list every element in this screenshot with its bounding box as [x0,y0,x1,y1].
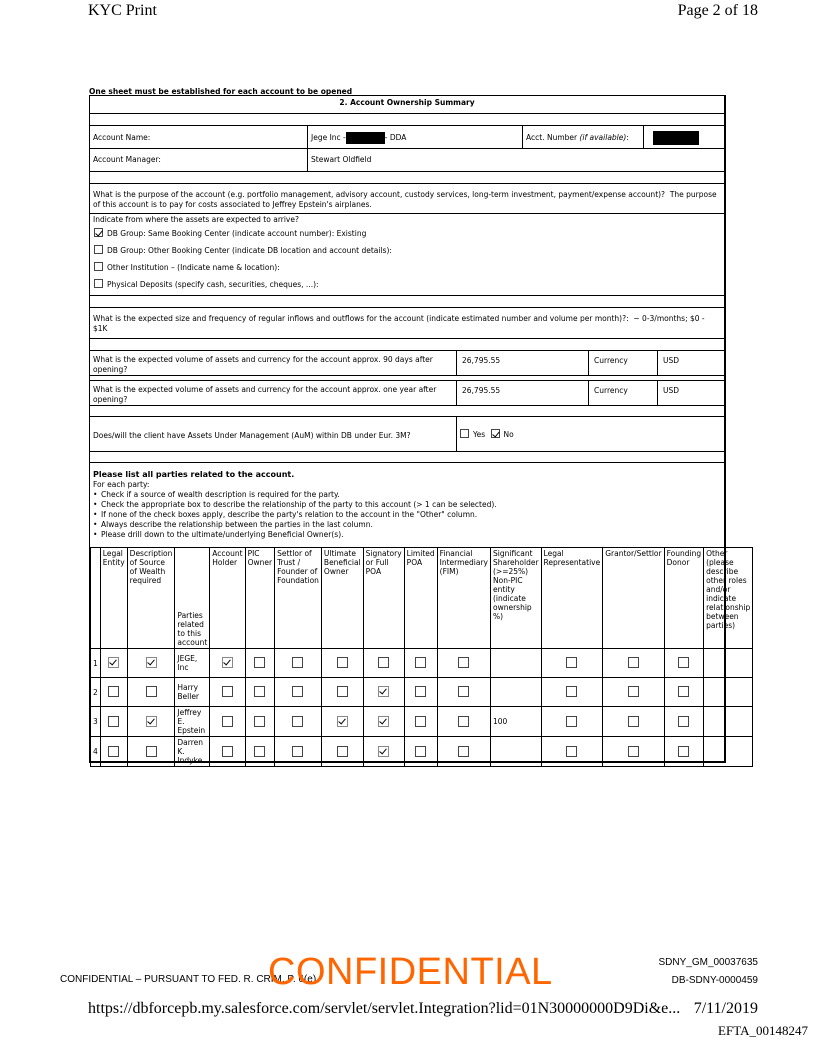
row-number-header [91,548,101,649]
assets-origin-question: Indicate from where the assets are expected to arrive? [93,215,299,224]
account-ownership-form [89,95,751,765]
limited-poa-cell [404,649,437,678]
row-number: 4 [91,737,101,767]
account-holder-checkbox[interactable] [222,686,233,697]
column-header: Other (please describe other roles and/or indicate relationship between parties) [704,548,753,649]
assets-origin-options [93,225,721,293]
row-number: 3 [91,707,101,737]
source-of-wealth-checkbox[interactable] [146,716,157,727]
pic-owner-cell [245,707,275,737]
settlor-checkbox[interactable] [292,657,303,668]
print-header-title: KYC Print [88,2,157,19]
party-cell: Harry Beller [175,678,210,707]
acct-number-value [644,126,724,148]
settlor-cell [275,707,322,737]
account-holder-checkbox[interactable] [222,657,233,668]
assets-origin-option [93,242,721,259]
ubo-cell [321,707,363,737]
source-of-wealth-cell [127,707,175,737]
intro-note: One sheet must be established for each account to be opened [89,87,353,96]
ubo-checkbox[interactable] [337,657,348,668]
grantor-checkbox[interactable] [628,716,639,727]
bates-number-sdny: SDNY_GM_00037635 [658,957,758,968]
signatory-checkbox[interactable] [378,746,389,757]
row-number: 2 [91,678,101,707]
volume-year-row [90,380,724,406]
source-of-wealth-checkbox[interactable] [146,657,157,668]
column-header: Parties related to this account [175,548,210,649]
grantor-checkbox[interactable] [628,746,639,757]
limited-poa-cell [404,707,437,737]
party-cell: Jeffrey E. Epstein [175,707,210,737]
legal-entity-cell [100,707,127,737]
signatory-checkbox[interactable] [378,686,389,697]
fim-checkbox[interactable] [458,686,469,697]
account-holder-cell [210,707,245,737]
signatory-cell [363,678,404,707]
form-title-row [90,96,724,114]
flows-question: What is the expected size and frequency of regular inflows and outflows for the account (indicate estimated number and volume per month)?: [93,314,629,323]
aum-no-label: No [503,430,514,439]
signatory-cell [363,649,404,678]
assets-origin-checkbox[interactable] [94,245,103,254]
founding-donor-checkbox[interactable] [678,746,689,757]
aum-question: Does/will the client have Assets Under Management (AuM) within DB under Eur. 3M? [93,431,411,440]
shareholder-cell [491,737,542,767]
volume-year-currency: USD [663,386,680,395]
founding-donor-cell [664,649,704,678]
signatory-checkbox[interactable] [378,716,389,727]
print-date: 7/11/2019 [693,1000,758,1017]
parties-bullet: • Always describe the relationship between the parties in the last column. [93,520,721,530]
assets-origin-label: DB Group: Same Booking Center (indicate account number): Existing [107,229,367,238]
volume-90-question: What is the expected volume of assets and currency for the account approx. 90 days after opening? [93,355,433,374]
legal-rep-checkbox[interactable] [566,746,577,757]
purpose-question: What is the purpose of the account (e.g. portfolio management, advisory account, custody services, long-term investment, payment/expense account)? [93,190,666,199]
account-holder-cell [210,737,245,767]
account-holder-cell [210,678,245,707]
signatory-checkbox[interactable] [378,657,389,668]
founding-donor-cell [664,707,704,737]
limited-poa-checkbox[interactable] [415,657,426,668]
founding-donor-cell [664,737,704,767]
parties-bullet-list [93,490,721,540]
parties-for-each: For each party: [93,480,150,489]
assets-origin-checkbox[interactable] [94,279,103,288]
source-of-wealth-cell [127,649,175,678]
ubo-checkbox[interactable] [337,746,348,757]
signatory-cell [363,707,404,737]
account-holder-cell [210,649,245,678]
account-holder-checkbox[interactable] [222,746,233,757]
grantor-checkbox[interactable] [628,657,639,668]
founding-donor-checkbox[interactable] [678,686,689,697]
party-row [91,707,753,737]
parties-bullet: • If none of the check boxes apply, describe the party's relation to the account in the "Other" column. [93,510,721,520]
aum-yes-label: Yes [473,430,486,439]
limited-poa-checkbox[interactable] [415,716,426,727]
volume-year-question: What is the expected volume of assets and currency for the account approx. one year after opening? [93,385,437,404]
settlor-cell [275,649,322,678]
row-number: 1 [91,649,101,678]
account-holder-checkbox[interactable] [222,716,233,727]
other-cell [704,737,753,767]
shareholder-cell: 100 [491,707,542,737]
settlor-checkbox[interactable] [292,716,303,727]
parties-instructions [90,462,724,548]
grantor-cell [603,649,664,678]
legal-entity-checkbox[interactable] [108,746,119,757]
flows-answer: ~ 0-3/months; $0 - $1K [93,314,705,333]
grantor-cell [603,707,664,737]
volume-90-amount: 26,795.55 [462,356,501,365]
source-of-wealth-cell [127,737,175,767]
column-header: Limited POA [404,548,437,649]
fim-cell [437,678,490,707]
volume-year-currency-label: Currency [594,386,628,395]
source-of-wealth-checkbox[interactable] [146,746,157,757]
volume-90-currency: USD [663,356,680,365]
pic-owner-checkbox[interactable] [254,716,265,727]
assets-origin-label: Other Institution – (Indicate name & location): [107,263,280,272]
redaction-box [346,132,385,144]
party-cell: JEGE, Inc [175,649,210,678]
party-row [91,737,753,767]
fim-cell [437,649,490,678]
parties-table-body [91,649,753,767]
pic-owner-cell [245,678,275,707]
fim-checkbox[interactable] [458,657,469,668]
limited-poa-cell [404,678,437,707]
aum-row [90,416,724,452]
other-cell [704,678,753,707]
limited-poa-cell [404,737,437,767]
ubo-cell [321,649,363,678]
settlor-cell [275,737,322,767]
pic-owner-cell [245,649,275,678]
legal-rep-cell [541,649,603,678]
assets-origin-label: Physical Deposits (specify cash, securities, cheques, ...): [107,280,319,289]
account-name-value [308,126,522,148]
purpose-row [90,183,724,214]
settlor-checkbox[interactable] [292,746,303,757]
grantor-checkbox[interactable] [628,686,639,697]
confidential-notice: CONFIDENTIAL – PURSUANT TO FED. R. CRIM. P. 6(e) [60,974,317,985]
efta-number: EFTA_00148247 [718,1023,808,1038]
grantor-cell [603,737,664,767]
legal-rep-checkbox[interactable] [566,686,577,697]
ubo-cell [321,737,363,767]
acct-number-label: Acct. Number (if available): [526,133,629,142]
legal-entity-checkbox[interactable] [108,716,119,727]
legal-entity-cell [100,737,127,767]
column-header: Founding Donor [664,548,704,649]
assets-origin-label: DB Group: Other Booking Center (indicate DB location and account details): [107,246,392,255]
legal-rep-cell [541,678,603,707]
parties-bullet: • Please drill down to the ultimate/underlying Beneficial Owner(s). [93,530,721,540]
column-header: Account Holder [210,548,245,649]
column-header: Legal Representative [541,548,603,649]
flows-row [90,307,724,339]
party-row [91,678,753,707]
purpose-text [90,184,724,213]
pic-owner-checkbox[interactable] [254,657,265,668]
account-name-label: Account Name: [93,133,151,142]
legal-entity-checkbox[interactable] [108,657,119,668]
account-manager-value: Stewart Oldfield [311,155,372,164]
other-cell [704,707,753,737]
legal-entity-cell [100,678,127,707]
parties-bullet: • Check the appropriate box to describe the relationship of the party to this account (> 1 can be selected). [93,500,721,510]
assets-origin-checkbox[interactable] [94,262,103,271]
legal-rep-cell [541,707,603,737]
fim-cell [437,707,490,737]
aum-yes-checkbox[interactable] [460,429,469,438]
signatory-cell [363,737,404,767]
founding-donor-checkbox[interactable] [678,657,689,668]
column-header: Signatory or Full POA [363,548,404,649]
fim-checkbox[interactable] [458,746,469,757]
aum-no-checkbox[interactable] [491,429,500,438]
ubo-checkbox[interactable] [337,716,348,727]
confidential-stamp: CONFIDENTIAL [268,951,553,993]
volume-90-row [90,350,724,376]
column-header: Ultimate Beneficial Owner [321,548,363,649]
limited-poa-checkbox[interactable] [415,746,426,757]
parties-header-row [91,548,753,649]
column-header: Description of Source of Wealth required [127,548,175,649]
pic-owner-checkbox[interactable] [254,746,265,757]
assets-origin-option [93,225,721,242]
column-header: PIC Owner [245,548,275,649]
source-of-wealth-checkbox[interactable] [146,686,157,697]
settlor-cell [275,678,322,707]
account-name-row [90,125,724,149]
account-manager-row [90,149,724,172]
party-row [91,649,753,678]
source-of-wealth-cell [127,678,175,707]
grantor-cell [603,678,664,707]
assets-origin-option [93,259,721,276]
parties-bullet: • Check if a source of wealth description is required for the party. [93,490,721,500]
parties-table [90,547,753,767]
volume-year-amount: 26,795.55 [462,386,501,395]
pic-owner-cell [245,737,275,767]
bates-number-db: DB-SDNY-0000459 [671,975,758,986]
account-name-prefix: Jege Inc - [311,133,346,142]
column-header: Settlor of Trust / Founder of Foundation [275,548,322,649]
column-header: Legal Entity [100,548,127,649]
assets-origin-row [90,214,724,296]
fim-cell [437,737,490,767]
pic-owner-checkbox[interactable] [254,686,265,697]
party-cell: Darren K. Indyke [175,737,210,767]
legal-entity-cell [100,649,127,678]
account-manager-label: Account Manager: [93,155,161,164]
founding-donor-cell [664,678,704,707]
shareholder-cell [491,649,542,678]
other-cell [704,649,753,678]
assets-origin-checkbox[interactable] [94,228,103,237]
form-title: 2. Account Ownership Summary [339,98,475,107]
purpose-answer: The purpose of this account is to pay for costs associated to Jeffrey Epstein's airplanes. [93,190,717,209]
column-header: Grantor/Settlor [603,548,664,649]
volume-90-currency-label: Currency [594,356,628,365]
parties-heading: Please list all parties related to the account. [93,470,295,479]
legal-rep-cell [541,737,603,767]
shareholder-cell [491,678,542,707]
fim-checkbox[interactable] [458,716,469,727]
column-header: Significant Shareholder (>=25%) Non-PIC entity (indicate ownership %) [491,548,542,649]
settlor-checkbox[interactable] [292,686,303,697]
aum-answer [457,417,724,451]
source-url: https://dbforcepb.my.salesforce.com/servlet/servlet.Integration?lid=01N30000000D9Di&e... [88,1000,681,1017]
founding-donor-checkbox[interactable] [678,716,689,727]
account-name-suffix: - DDA [384,133,407,142]
legal-entity-checkbox[interactable] [108,686,119,697]
ubo-checkbox[interactable] [337,686,348,697]
legal-rep-checkbox[interactable] [566,657,577,668]
flows-text [90,308,724,338]
redaction-box [653,131,699,145]
column-header: Financial Intermediary (FIM) [437,548,490,649]
ubo-cell [321,678,363,707]
limited-poa-checkbox[interactable] [415,686,426,697]
page-indicator: Page 2 of 18 [677,2,758,19]
assets-origin-option [93,276,721,293]
legal-rep-checkbox[interactable] [566,716,577,727]
